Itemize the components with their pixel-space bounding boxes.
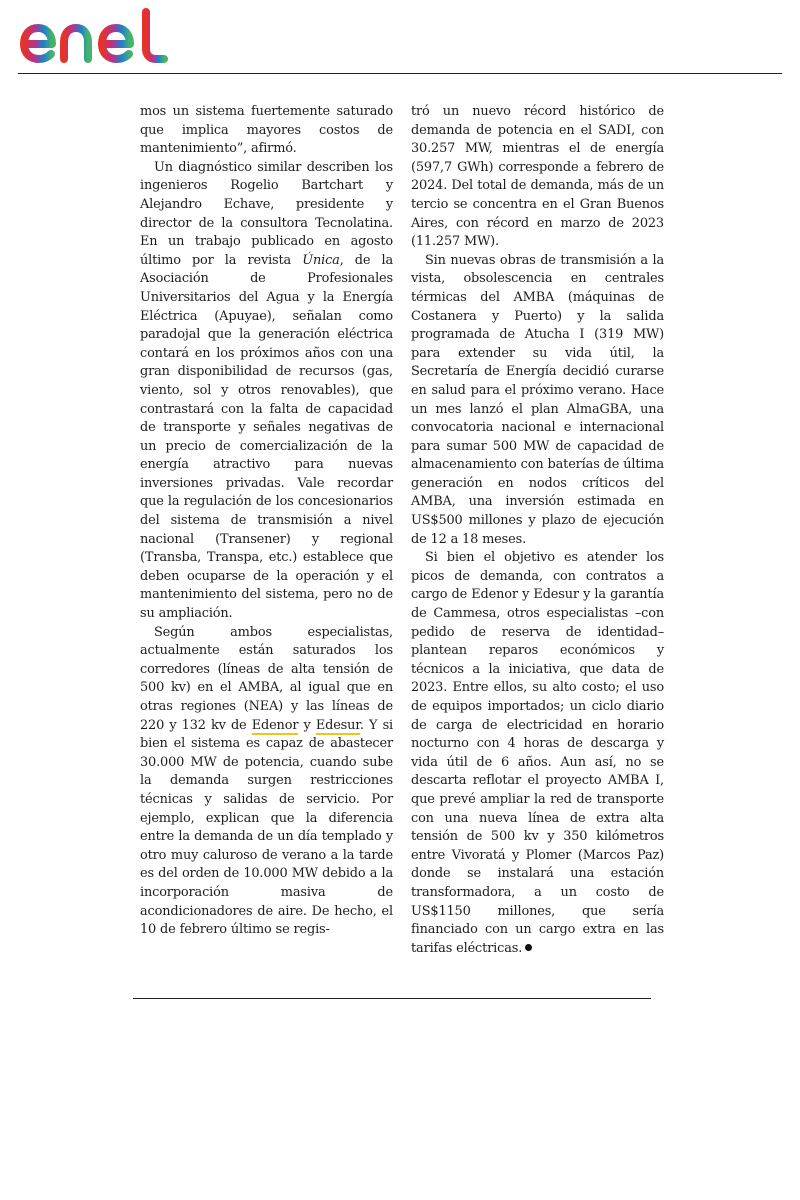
paragraph [411,549,664,958]
paragraph [140,159,393,624]
paragraph-text: Según ambos especialistas, actualmente están saturados los corredores (líneas de alta tensión de 500 kv) en el AMBA, al igual que en otras regiones (NEA) y las líneas de 220 y 132 kv de [140,624,393,733]
paragraph-text: tró un nuevo récord histórico de demanda de potencia en el SADI, con 30.257 MW, mientras el de energía (597,7 GWh) corresponde a febrero de 2024. Del total de demanda, más de un tercio se concentra en el Gran Buenos Aires, con récord en marzo de 2023 (11.257 MW). [411,104,664,250]
paragraph-text: . Y si bien el sistema es capaz de abastecer 30.000 MW de potencia, cuando sube la demanda surgen restricciones técnicas y salidas de servicio. Por ejemplo, explican que la diferencia entre la demanda de un día templado y otro muy caluroso de verano a la tarde es del orden de 10.000 MW debido a la incorporación masiva de acondicionadores de aire. De hecho, el 10 de febrero último se regis- [140,717,394,938]
highlighted-term-edesur: Edesur [315,717,360,733]
paragraph-text: , de la Asociación de Profesionales Universitarios del Agua y la Energía Eléctrica (Apuyae), señalan como paradojal que la generación eléctrica contará en los próximos años con una gran disponibilidad de recursos (gas, viento, sol y otros renovables), que contrastará con la falta de capacidad de transporte y señales negativas de un precio de comercialización de la energía atractivo para nuevas inversiones privadas. Vale recordar que la regulación de los concesionarios del sistema de transmisión a nivel nacional (Transener) y regional (Transba, Transpa, etc.) establece que deben ocuparse de la operación y el mantenimiento del sistema, pero no de su ampliación. [140,252,393,622]
enel-logo [18,8,170,68]
footer-divider [133,998,651,999]
paragraph-text: mos un sistema fuertemente saturado que implica mayores costos de mantenimiento”, afirmó. [140,104,393,157]
paragraph-text: Un diagnóstico similar describen los ingenieros Rogelio Bartchart y Alejandro Echave, presidente y director de la consultora Tecnolatina. En un trabajo publicado en agosto último por la revista [140,159,393,268]
paragraph-text: Sin nuevas obras de transmisión a la vista, obsolescencia en centrales térmicas del AMBA (máquinas de Costanera y Puerto) y la salida programada de Atucha I (319 MW) para extender su vida útil, la Secretaría de Energía decidió curarse en salud para el próximo verano. Hace un mes lanzó el plan AlmaGBA, una convocatoria nacional e internacional para sumar 500 MW de capacidad de almacenamiento con baterías de última generación en nodos críticos del AMBA, una inversión estimada en US$500 millones y plazo de ejecución de 12 a 18 meses. [411,252,664,547]
paragraph [411,252,664,550]
article-column-1 [140,103,393,963]
paragraph [140,103,393,159]
paragraph-text: Si bien el objetivo es atender los picos de demanda, con contratos a cargo de Edenor y Edesur y la garantía de Cammesa, otros especialistas –con pedido de reserva de identidad– plantean reparos económicos y técnicos a la iniciativa, que data de 2023. Entre ellos, su alto costo; el uso de equipos importados; un ciclo diario de carga de electricidad en horario nocturno con 4 horas de descarga y vida útil de 6 años. Aun así, no se descarta reflotar el proyecto AMBA I, que prevé ampliar la red de transporte con una nueva línea de extra alta tensión de 500 kv y 350 kilómetros entre Vivoratá y Plomer (Marcos Paz) donde se instalará una estación transformadora, a un costo de US$1150 millones, que sería financiado con un cargo extra en las tarifas eléctricas. [411,550,664,956]
article-body [140,103,665,963]
header-divider [18,73,782,74]
magazine-name: Única [302,252,340,268]
end-of-article-bullet [525,944,532,951]
article-column-2 [411,103,664,963]
enel-logo-graphic [18,8,170,68]
paragraph [140,624,393,940]
paragraph-text: y [298,717,316,733]
paragraph [411,103,664,252]
highlighted-term-edenor: Edenor [251,717,299,733]
